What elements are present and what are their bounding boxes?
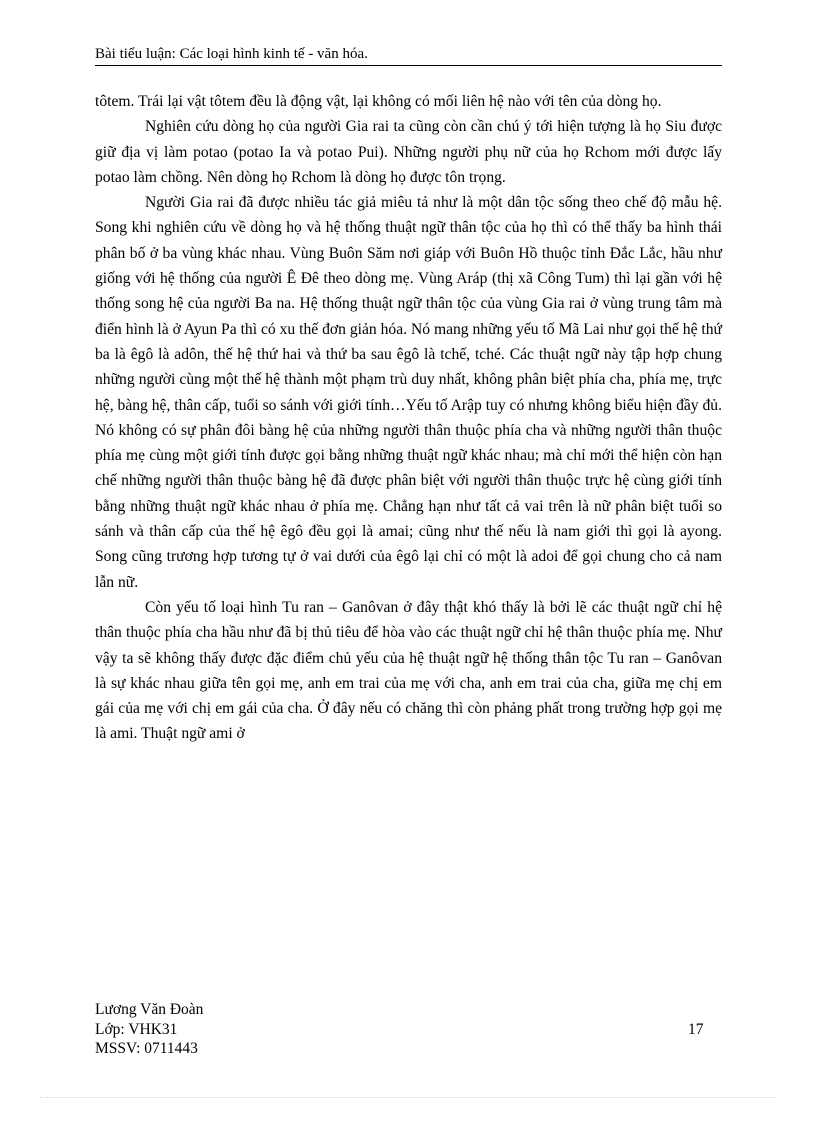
page-bottom-divider <box>40 1097 776 1098</box>
footer-student-id: MSSV: 0711443 <box>95 1040 198 1057</box>
page-number: 17 <box>688 1021 704 1038</box>
paragraph: Còn yếu tố loại hình Tu ran – Ganôvan ở đây thật khó thấy là bởi lẽ các thuật ngữ chỉ hệ thân thuộc phía cha hầu như đã bị thủ tiêu để hòa vào các thuật ngữ chỉ hệ thân thuộc phía mẹ. Như vậy ta sẽ không thấy được đặc điểm chủ yếu của hệ thuật ngữ hệ thống thân tộc Tu ran – Ganôvan là sự khác nhau giữa tên gọi mẹ, anh em trai của mẹ với cha, anh em trai của cha, giữa mẹ chị em gái của mẹ với chị em gái của cha. Ở đây nếu có chăng thì còn phảng phất trong trường hợp gọi mẹ là ami. Thuật ngữ ami ở <box>95 598 722 743</box>
paragraph: tôtem. Trái lại vật tôtem đều là động vật, lại không có mối liên hệ nào với tên của dòng họ. <box>95 93 662 110</box>
body-text <box>95 89 722 747</box>
paragraph: Nghiên cứu dòng họ của người Gia rai ta cũng còn cần chú ý tới hiện tượng là họ Siu được giữ địa vị làm potao (potao Ia và potao Pui). Những người phụ nữ của họ Rchom mới được lấy potao làm chồng. Nên dòng họ Rchom là dòng họ được tôn trọng. <box>95 118 722 186</box>
footer-author: Lương Văn Đoàn <box>95 1001 204 1018</box>
page-header: Bài tiểu luận: Các loại hình kinh tế - văn hóa. <box>95 46 722 66</box>
page-footer <box>95 1000 203 1059</box>
paragraph: Người Gia rai đã được nhiều tác giả miêu tả như là một dân tộc sống theo chế độ mẫu hệ. Song khi nghiên cứu về dòng họ và hệ thống thuật ngữ thân tộc của họ thì có thể thấy ba hình thái phân bố ở ba vùng khác nhau. Vùng Buôn Săm nơi giáp với Buôn Hồ thuộc tỉnh Đắc Lắc, hầu như giống với hệ thống của người Ê Đê theo dòng mẹ. Vùng Aráp (thị xã Công Tum) thì lại gần với hệ thống song hệ của người Ba na. Hệ thống thuật ngữ thân tộc của vùng Gia rai ở vùng trung tâm mà điển hình là ở Ayun Pa thì có xu thế đơn giản hóa. Nó mang những yếu tố Mã Lai như gọi thế hệ thứ ba là êgô là adôn, thế hệ thứ hai và thứ ba sau êgô là tchế, tché. Các thuật ngữ này tập hợp chung những người cùng một thế hệ thành một phạm trù duy nhất, không phân biệt phía cha, phía mẹ, trực hệ, bàng hệ, thân cấp, tuổi so sánh với giới tính…Yếu tố Arập tuy có nhưng không biểu hiện đầy đủ. Nó không có sự phân đôi bàng hệ của những người thân thuộc phía cha và những người thân thuộc phía mẹ cùng một giới tính được gọi bằng những thuật ngữ khác nhau; mà chỉ mới thể hiện còn hạn chế những người thân thuộc bàng hệ đã được phân biệt với người thân thuộc trực hệ cùng giới tính bằng những thuật ngữ khác nhau ở phía mẹ. Chẳng hạn như tất cả vai trên là nữ phân biệt tuổi so sánh và thân cấp của thế hệ êgô đều gọi là amai; cũng như thế nếu là nam giới thì gọi là ayong. Song cũng trương hợp tương tự ở vai dưới của êgô lại chỉ có một là adoi để gọi chung cho cả nam lẫn nữ. <box>95 194 722 591</box>
footer-class: Lớp: VHK31 <box>95 1020 178 1038</box>
